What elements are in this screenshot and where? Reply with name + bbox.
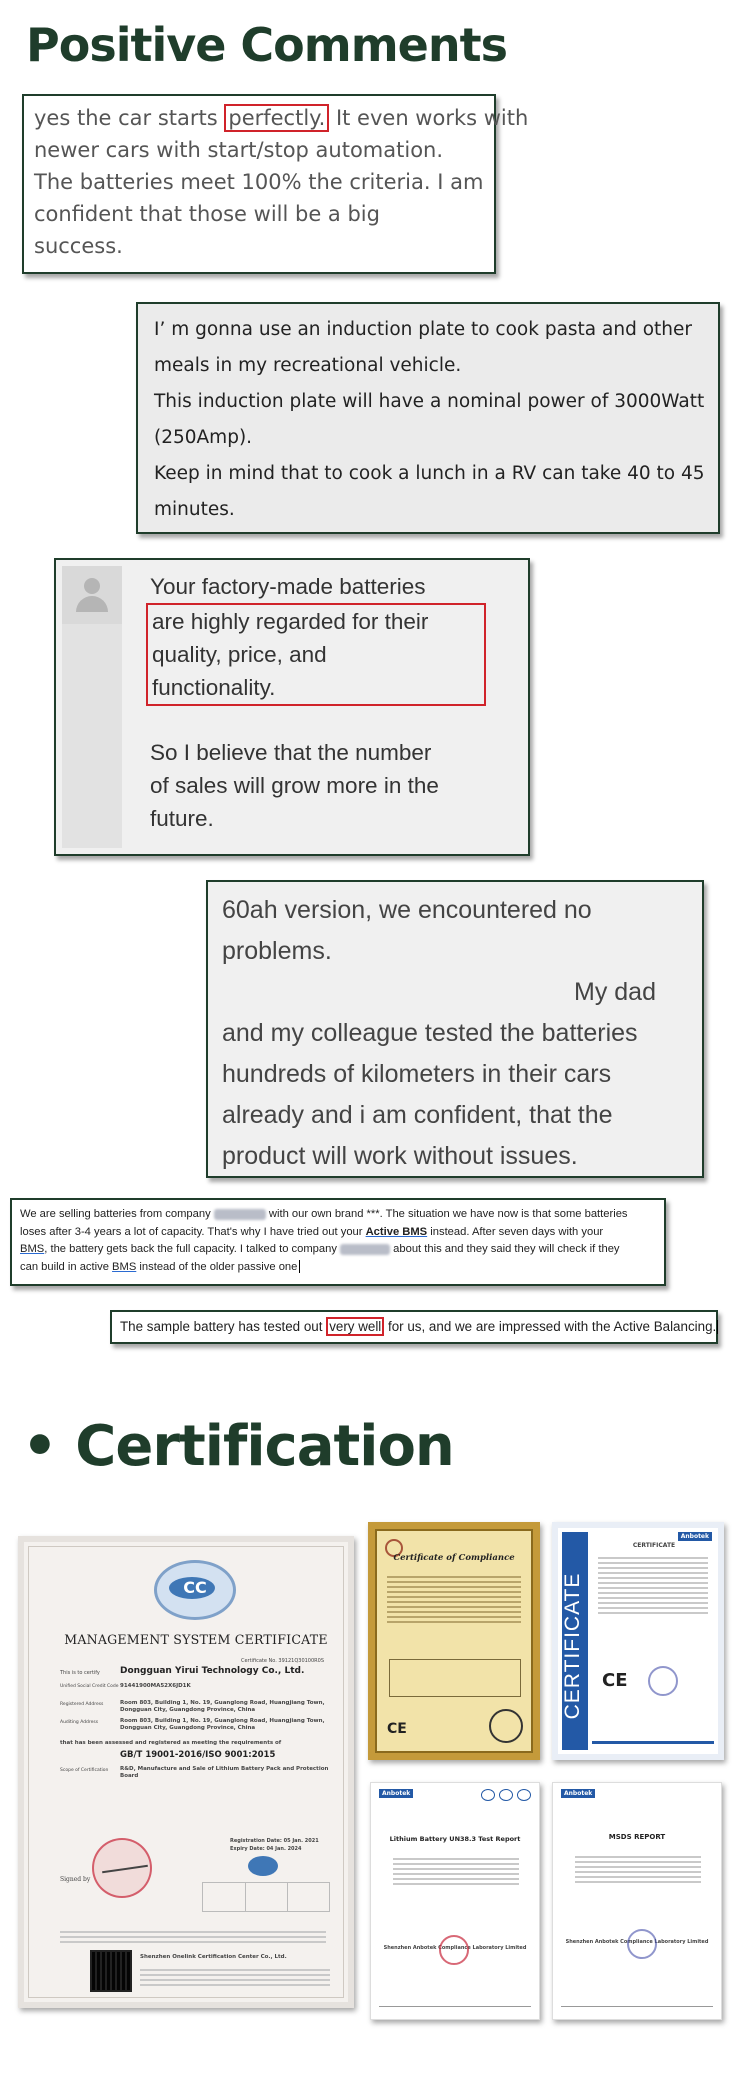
comment-line: 60ah version, we encountered no	[222, 896, 592, 924]
qr-code	[92, 1952, 130, 1990]
accreditation-logos	[481, 1789, 531, 1799]
ce-vertical-text: CERTIFICATE	[561, 1572, 584, 1720]
ce-certificate	[552, 1522, 724, 1760]
comment-text: about this and they said they will check if they	[390, 1243, 620, 1255]
avatar-head	[84, 578, 100, 594]
compliance-seal	[489, 1709, 523, 1743]
comment-line	[34, 102, 529, 134]
certification-heading: • Certification	[22, 1414, 454, 1479]
comment-card-sample-battery	[110, 1310, 718, 1344]
comment-line: The batteries meet 100% the criteria. I am	[34, 170, 484, 194]
issuer-name: Shenzhen Onelink Certification Center Co., Ltd.	[140, 1954, 287, 1960]
comment-text: The sample battery has tested out	[120, 1319, 327, 1334]
comment-line: (250Amp).	[154, 427, 253, 448]
avatar-column	[62, 624, 122, 848]
certificate-of-compliance	[368, 1522, 540, 1760]
comment-line: Keep in mind that to cook a lunch in a RV can take 40 to 45	[154, 463, 705, 484]
comment-line: My dad	[574, 978, 656, 1006]
credit-label: Unified Social Credit Code	[60, 1684, 119, 1689]
bms-link: BMS	[20, 1243, 45, 1255]
compliance-title: Certificate of Compliance	[393, 1553, 515, 1563]
ce-seal	[648, 1666, 678, 1696]
comment-card-car-starts	[22, 94, 529, 274]
anbotek-logo: Anbotek	[561, 1789, 595, 1798]
un383-footer: Shenzhen Anbotek Compliance Laboratory Limited	[383, 1945, 527, 1951]
comment-line: Your factory-made batteries	[150, 574, 426, 599]
avatar-body	[76, 596, 108, 612]
comment-line: of sales will grow more in the	[150, 773, 439, 798]
un383-bottom-line	[379, 2006, 531, 2007]
ce-footer-line	[592, 1741, 714, 1744]
un383-text-lines	[393, 1855, 519, 1888]
comment-line: confident that those will be a big	[34, 202, 380, 226]
anbotek-logo: Anbotek	[678, 1532, 712, 1541]
comment-card-factory-batteries	[54, 558, 530, 856]
un383-title: Lithium Battery UN38.3 Test Report	[389, 1835, 521, 1843]
comment-text: It even works with	[329, 106, 529, 130]
certify-label: This is to certify	[60, 1670, 100, 1676]
comment-text: with our own brand ***. The situation we have now is that some batteries	[265, 1208, 628, 1220]
scope-label: Scope of Certification	[60, 1768, 109, 1773]
text-cursor	[299, 1260, 300, 1273]
comment-line: success.	[34, 234, 123, 258]
ce-mark-large: CE	[602, 1670, 628, 1691]
standard-text: GB/T 19001-2016/ISO 9001:2015	[120, 1750, 276, 1760]
comment-line: future.	[150, 806, 214, 831]
management-system-certificate	[18, 1536, 354, 2008]
redacted-company	[340, 1244, 390, 1255]
compliance-text-lines	[387, 1573, 521, 1626]
auditing-label: Auditing Address	[60, 1720, 99, 1725]
ce-header: CERTIFICATE	[632, 1542, 676, 1549]
registered-label: Registered Address	[60, 1702, 104, 1707]
certificate-title: MANAGEMENT SYSTEM CERTIFICATE	[64, 1632, 328, 1647]
msds-bottom-line	[561, 2006, 713, 2007]
comment-line: problems.	[222, 937, 332, 965]
comment-line: minutes.	[154, 499, 235, 520]
ecc-badge	[248, 1856, 278, 1876]
comment-text: We are selling batteries from company	[20, 1208, 214, 1220]
footnote-lines	[60, 1928, 326, 1946]
comment-line: and my colleague tested the batteries	[222, 1019, 638, 1047]
comment-text: yes the car starts	[34, 106, 225, 130]
msds-text-lines	[575, 1853, 701, 1886]
signed-by-label: Signed by	[60, 1876, 91, 1883]
certificate-number: Certificate No. 39121Q30100R0S	[240, 1658, 324, 1664]
ce-mark: CE	[387, 1721, 407, 1737]
highlight-very-well: very well	[326, 1317, 384, 1336]
comment-card-induction-plate	[136, 302, 720, 534]
comment-text: loses after 3-4 years a lot of capacity. That's why I have tried out your	[20, 1225, 366, 1238]
comment-line: meals in my recreational vehicle.	[154, 355, 462, 376]
avatar	[62, 566, 122, 624]
highlight-perfectly: perfectly.	[224, 104, 329, 132]
highlight-line: quality, price, and	[152, 642, 327, 667]
active-bms-link: Active BMS	[365, 1225, 428, 1238]
redacted-company	[214, 1209, 266, 1220]
cc-logo-text: CC	[183, 1578, 207, 1597]
msds-report	[552, 1782, 722, 2020]
comment-line: already and i am confident, that the	[222, 1101, 613, 1129]
compliance-table	[389, 1659, 521, 1697]
cc-logo	[154, 1560, 236, 1620]
audit-boxes	[202, 1882, 330, 1912]
text-cursor	[717, 1320, 718, 1334]
comment-line: So I believe that the number	[150, 740, 432, 765]
bms-link: BMS	[112, 1260, 137, 1273]
registered-address: Room 803, Building 1, No. 19, Guanglong Road, Huangjiang Town, Dongguan City, Guangdong Province, China	[120, 1700, 325, 1713]
expiry-date: Expiry Date: 04 Jan. 2024	[230, 1846, 302, 1852]
comment-line: product will work without issues.	[222, 1142, 578, 1170]
msds-footer: Shenzhen Anbotek Compliance Laboratory Limited	[565, 1939, 709, 1945]
highlight-line: functionality.	[152, 675, 276, 700]
comment-card-60ah-version	[206, 880, 704, 1178]
comment-line: I’ m gonna use an induction plate to cook pasta and other	[154, 319, 692, 340]
un38-3-test-report	[370, 1782, 540, 2020]
ce-text-lines	[598, 1554, 708, 1617]
assessed-text: that has been assessed and registered as meeting the requirements of	[60, 1740, 282, 1746]
un383-red-stamp	[439, 1935, 469, 1965]
issuer-lines	[140, 1966, 330, 1989]
comment-text: can build in active	[20, 1260, 113, 1273]
compliance-inner	[375, 1529, 533, 1753]
scope-text: R&D, Manufacture and Sale of Lithium Battery Pack and Protection Board	[120, 1766, 329, 1779]
msds-blue-stamp	[627, 1929, 657, 1959]
auditing-address: Room 803, Building 1, No. 19, Guanglong Road, Huangjiang Town, Dongguan City, Guangdong Province, China	[120, 1718, 325, 1731]
comment-card-active-bms	[10, 1198, 666, 1286]
comment-line: newer cars with start/stop automation.	[34, 138, 444, 162]
highlight-box	[146, 603, 486, 706]
comment-body	[150, 570, 486, 835]
comment-text: instead. After seven days with your	[427, 1225, 604, 1238]
company-name: Dongguan Yirui Technology Co., Ltd.	[120, 1666, 305, 1676]
highlight-line: are highly regarded for their	[152, 609, 429, 634]
comment-text: instead of the older passive one	[136, 1260, 298, 1273]
comment-line: hundreds of kilometers in their cars	[222, 1060, 612, 1088]
comment-text: , the battery gets back the full capacity. I talked to company	[44, 1243, 341, 1255]
comment-line: This induction plate will have a nominal power of 3000Watt	[154, 391, 705, 412]
registration-date: Registration Date: 05 Jan. 2021	[230, 1838, 319, 1844]
positive-comments-heading: Positive Comments	[26, 18, 507, 72]
comment-text: for us, and we are impressed with the Active Balancing.	[384, 1319, 717, 1334]
credit-code: 91441900MA52X6JD1K	[120, 1683, 191, 1689]
anbotek-logo: Anbotek	[379, 1789, 413, 1798]
msds-title: MSDS REPORT	[608, 1833, 666, 1841]
